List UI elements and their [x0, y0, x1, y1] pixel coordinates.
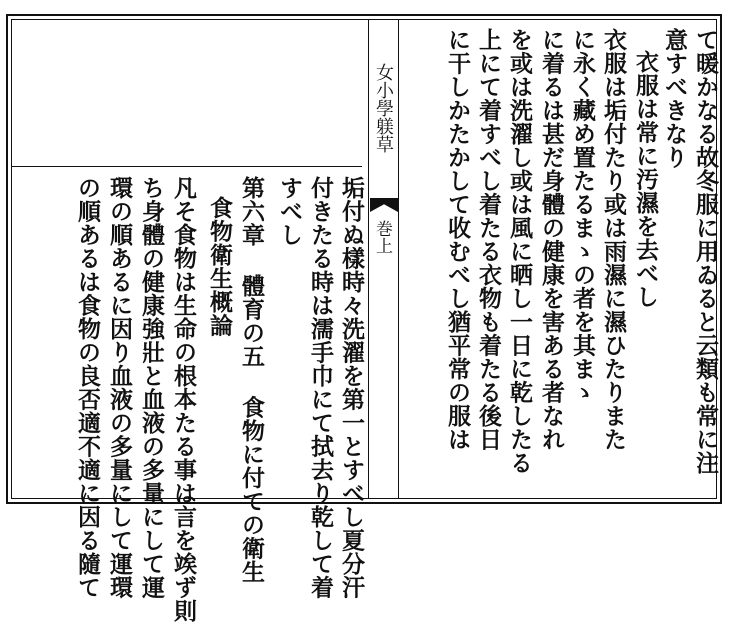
center-title-strip — [370, 20, 398, 498]
page-inner-border — [11, 19, 719, 623]
right-page-column: 衣服は常に汚濕を去べし — [632, 50, 659, 309]
right-page-column: 衣服は垢付たり或は雨濕に濕ひたりまた — [600, 28, 627, 451]
center-rule-right — [398, 20, 399, 498]
book-title: 女小學躾草 — [373, 63, 394, 153]
page-frame — [6, 14, 722, 623]
right-page-column: に永く藏め置たるまゝの者を其まゝ — [569, 28, 596, 404]
left-page-column: の順あるは食物の良否適不適に因る隨て — [74, 176, 101, 599]
fish-tail-ornament — [370, 198, 398, 212]
center-rule-left — [368, 20, 369, 498]
right-page-column: に着るは甚だ身體の健康を害ある者なれ — [538, 28, 565, 451]
page-number — [376, 370, 392, 400]
right-page-column: 上にて着すべし着たる衣物も着たる後日 — [475, 28, 502, 451]
right-page-column: すべし — [276, 176, 303, 247]
chapter-heading: 第六章 體育の五 食物に付ての衛生 — [238, 176, 265, 584]
left-page-column: ち身體の健康強壯と血液の多量にして運 — [138, 176, 165, 599]
right-page-column: 付きたる時は濡手巾にて拭去り乾して着 — [307, 176, 334, 599]
right-page-column: 意すべきなり — [661, 28, 688, 169]
notes-divider — [12, 166, 362, 167]
left-page-column: 凡そ食物は生命の根本たる事は言を竢ず則 — [170, 176, 197, 623]
right-page-column: を或は洗濯し或は風に晒し一日に乾したる — [506, 28, 533, 475]
right-page-column: て暖かなる故冬服に用ゐると云類も常に注 — [692, 28, 719, 475]
right-page-column: 垢付ぬ樣時々洗濯を第一とすべし夏分汗 — [338, 176, 365, 599]
section-heading: 食物衛生概論 — [206, 196, 233, 337]
left-page-column: 環の順あるに因り血液の多量にして運環 — [106, 176, 133, 599]
right-page-column: に干しかたかして收むべし猶平常の服は — [444, 28, 471, 451]
volume-label: 巻上 — [372, 220, 392, 254]
